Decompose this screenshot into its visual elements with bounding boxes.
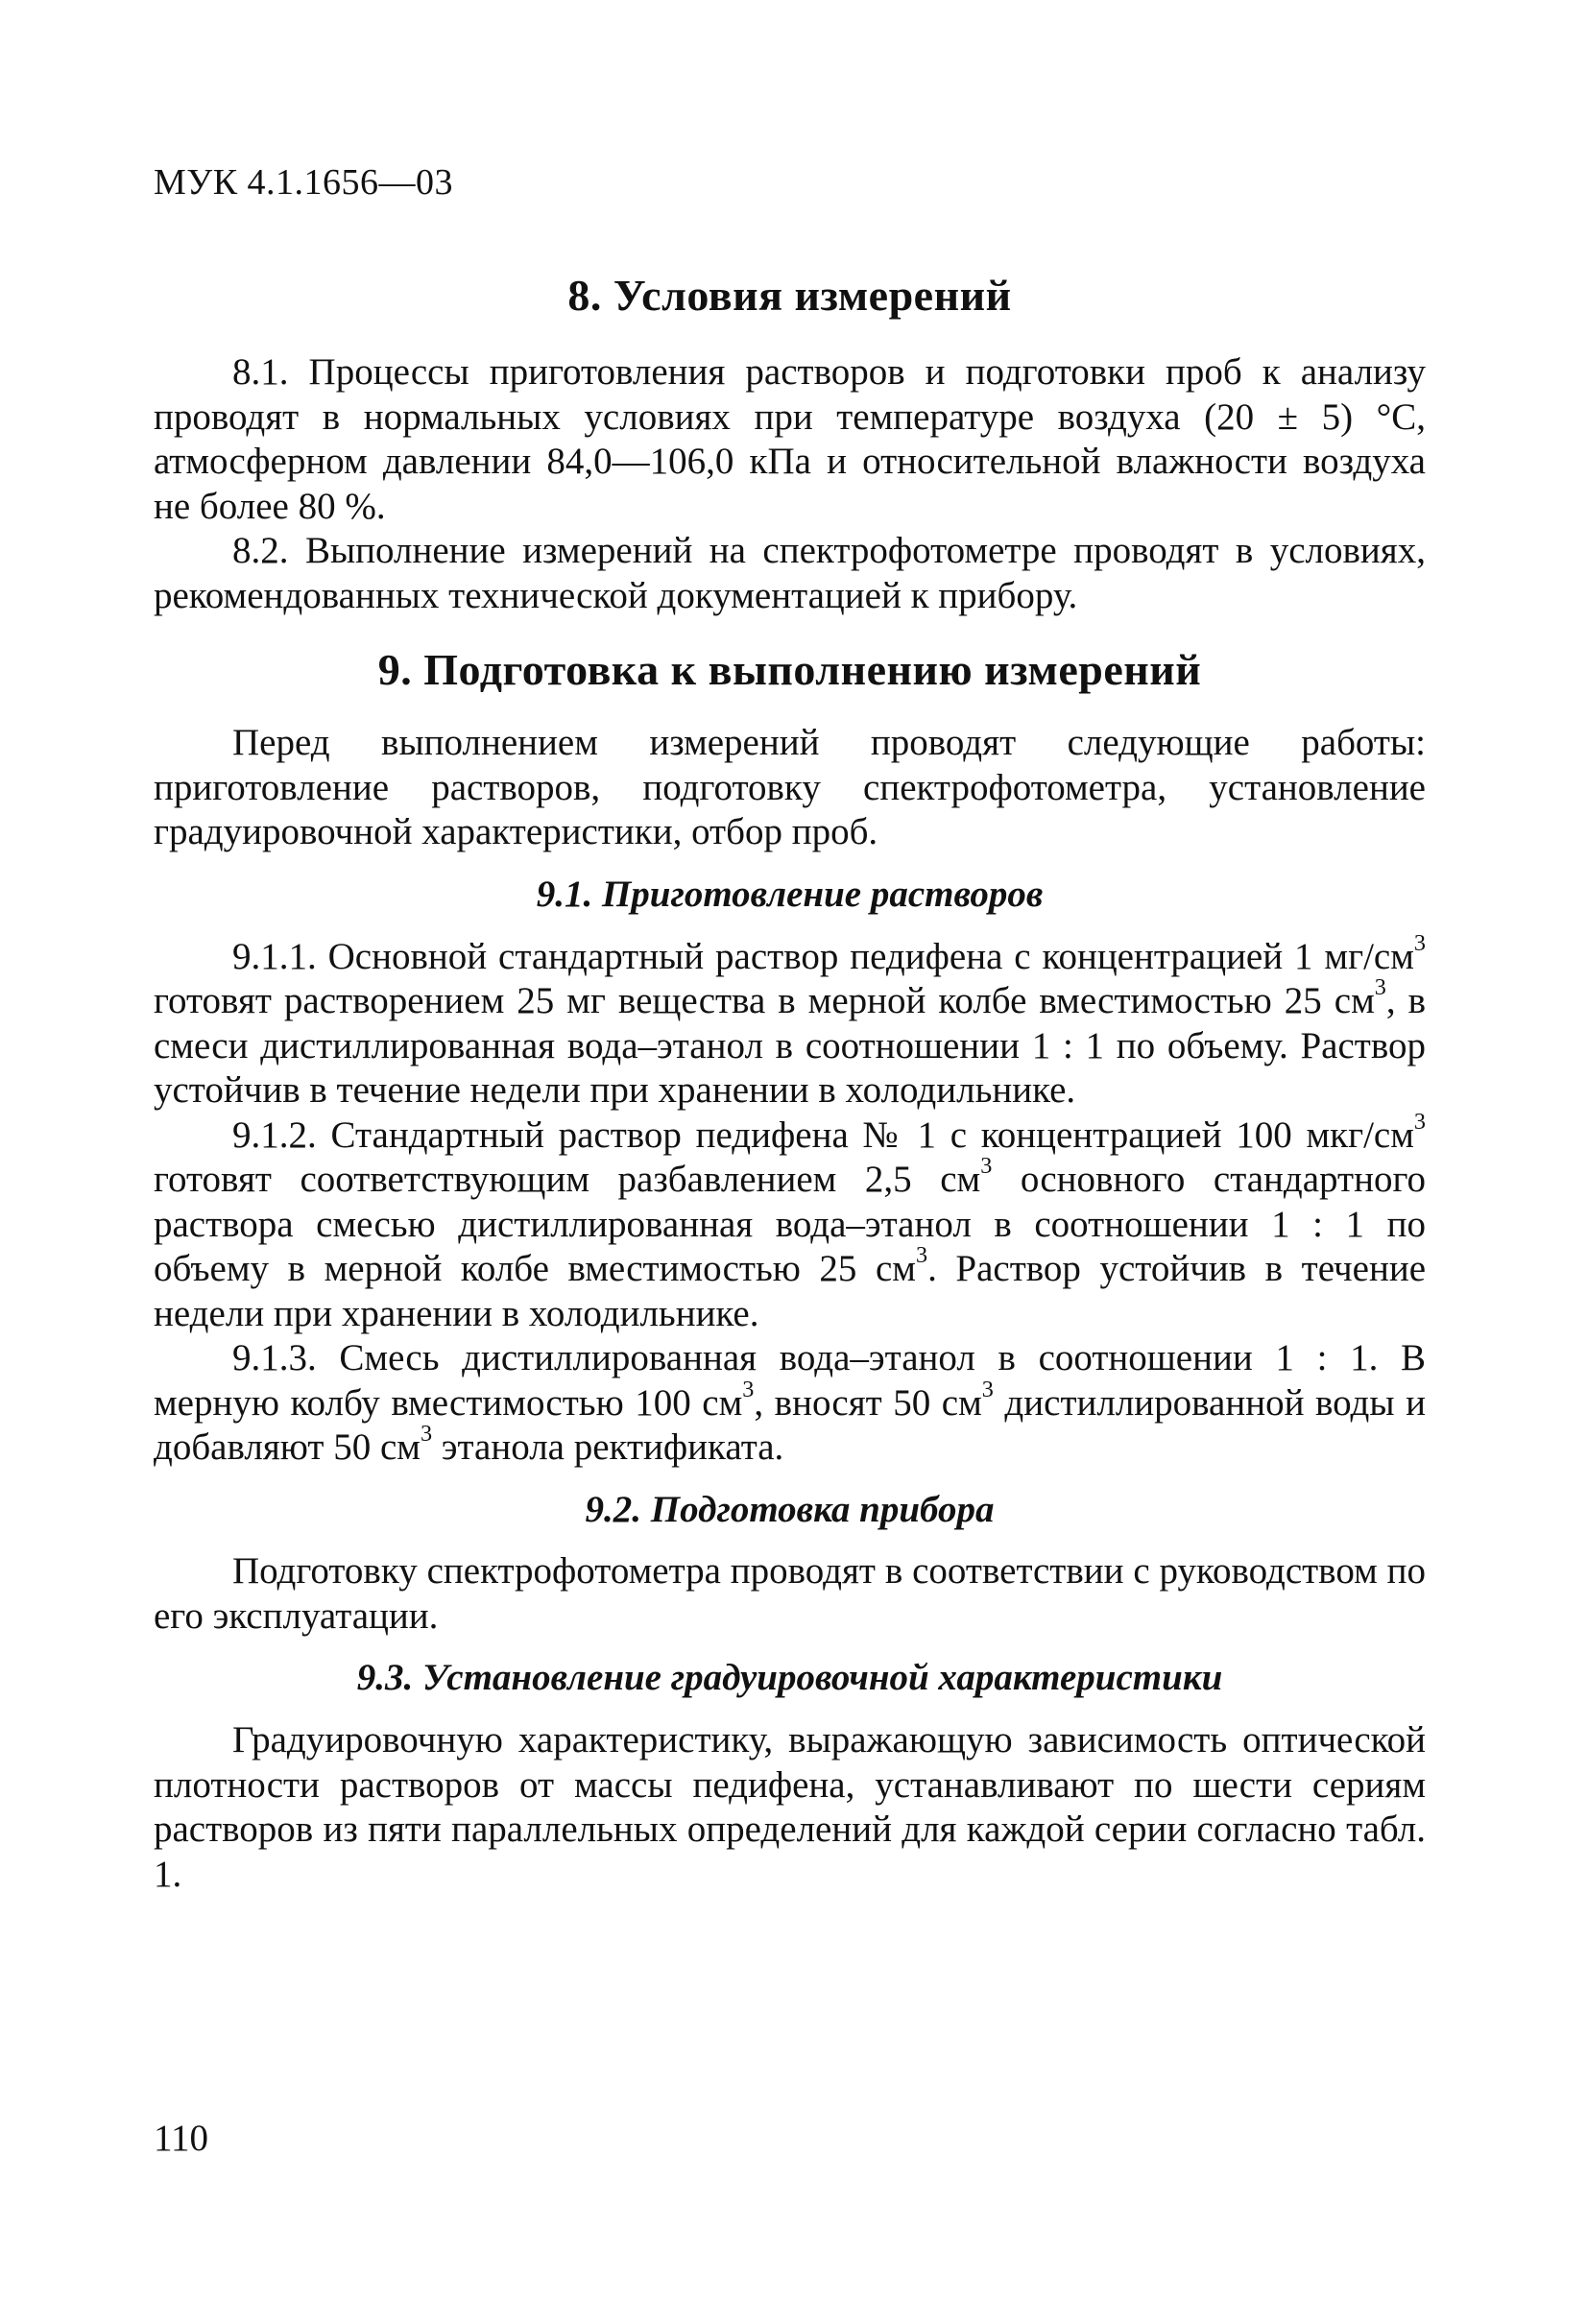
- text-run: 9.1.1. Основной стандартный раствор педифена с концентрацией 1 мг/см: [232, 935, 1414, 977]
- superscript: 3: [1413, 1108, 1426, 1135]
- document-code: МУК 4.1.1656—03: [154, 162, 454, 203]
- section-9-heading: 9. Подготовка к выполнению измерений: [377, 645, 1202, 695]
- superscript: 3: [420, 1421, 433, 1448]
- paragraph-9-2: Подготовку спектрофотометра проводят в соответствии с руководством по его эксплуатации.: [154, 1550, 1426, 1637]
- paragraph-9-1-3: [154, 1336, 1426, 1471]
- text-run: 9.1.3. Смесь дистиллированная вода–этанол в соотношении 1 : 1. В мерную колбу вместимостью 100 см: [154, 1337, 1426, 1424]
- superscript: 3: [980, 1153, 993, 1180]
- text-run: этанола ректификата.: [432, 1426, 784, 1469]
- subsection-9-3-heading: 9.3. Установление градуировочной характеристики: [356, 1657, 1223, 1699]
- text-run: . Раствор устойчив в течение недели при хранении в холодильнике.: [154, 1248, 1427, 1334]
- text-run: готовят соответствующим разбавлением 2,5 см: [154, 1159, 981, 1201]
- paragraph-9-1-2: [154, 1108, 1427, 1337]
- superscript: 3: [981, 1376, 994, 1402]
- page-content: [154, 269, 1426, 1897]
- text-run: дистиллированной воды и добавляют 50 см: [154, 1381, 1426, 1469]
- section-8-heading: 8. Условия измерений: [567, 271, 1012, 320]
- paragraph-9-1-1: [154, 929, 1426, 1114]
- text-run: , вносят 50 см: [754, 1381, 982, 1424]
- paragraph-8-2: 8.2. Выполнение измерений на спектрофотометре проводят в условиях, рекомендованных технической документацией к прибору.: [154, 530, 1426, 616]
- paragraph-9-3: Градуировочную характеристику, выражающую зависимость оптической плотности растворов от массы педифена, устанавливают по шести сериям растворов из пяти параллельных определений для каждой серии согласно табл. 1.: [154, 1719, 1426, 1895]
- superscript: 3: [916, 1242, 928, 1269]
- superscript: 3: [1374, 974, 1386, 1001]
- page-number: 110: [154, 2118, 209, 2159]
- superscript: 3: [1413, 929, 1426, 956]
- subsection-9-2-heading: 9.2. Подготовка прибора: [585, 1488, 995, 1530]
- text-run: , в смеси дистиллированная вода–этанол в соотношении 1 : 1 по объему. Раствор устойчив в течение недели при хранении в холодильнике.: [154, 980, 1426, 1112]
- text-run: готовят растворением 25 мг вещества в мерной колбе вместимостью 25 см: [154, 980, 1375, 1022]
- paragraph-9-intro: Перед выполнением измерений проводят следующие работы: приготовление растворов, подготовку спектрофотометра, установление градуировочной характеристики, отбор проб.: [154, 722, 1426, 853]
- text-run: 9.1.2. Стандартный раствор педифена № 1 с концентрацией 100 мкг/см: [232, 1114, 1414, 1156]
- subsection-9-1-heading: 9.1. Приготовление растворов: [536, 873, 1044, 915]
- paragraph-8-1: 8.1. Процессы приготовления растворов и подготовки проб к анализу проводят в нормальных условиях при температуре воздуха (20 ± 5) °С, атмосферном давлении 84,0—106,0 кПа и относительной влажности воздуха не более 80 %.: [154, 351, 1426, 527]
- text-run: основного стандартного раствора смесью дистиллированная вода–этанол в соотношении 1 : 1 по объему в мерной колбе вместимостью 25 см: [154, 1159, 1426, 1290]
- superscript: 3: [742, 1376, 755, 1402]
